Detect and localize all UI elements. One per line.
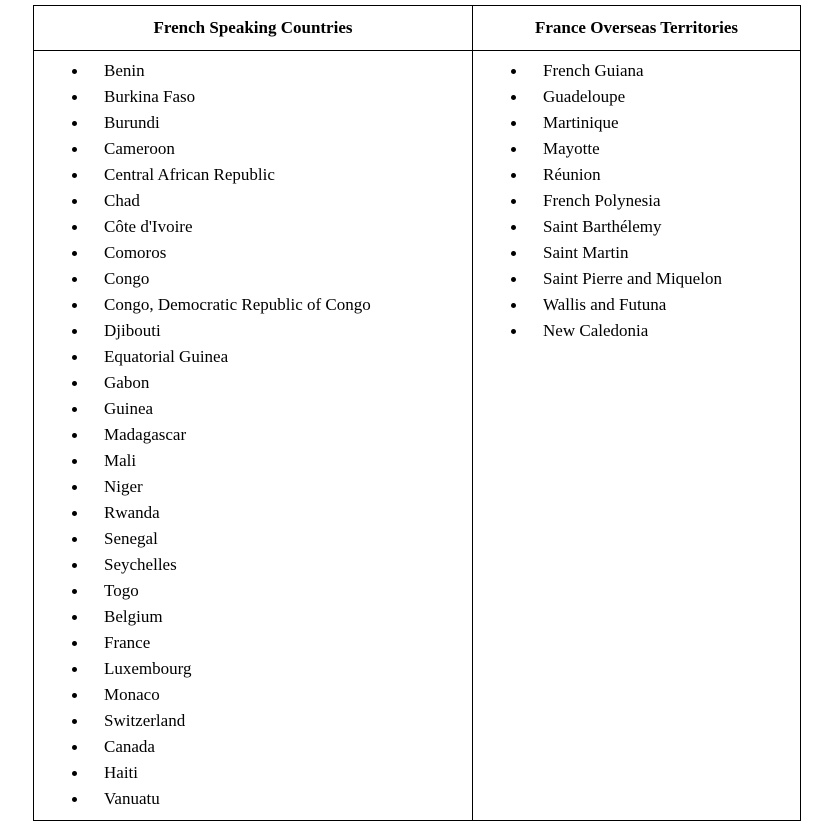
list-item-label: Congo, Democratic Republic of Congo — [104, 295, 371, 314]
header-france-overseas-territories: France Overseas Territories — [535, 18, 738, 37]
list-item-label: Belgium — [104, 607, 163, 626]
list-item — [72, 110, 462, 136]
bullet-icon — [72, 589, 77, 594]
list-item-label: Switzerland — [104, 711, 186, 730]
list-item — [72, 448, 462, 474]
list-item — [511, 188, 791, 214]
list-item-label: Seychelles — [104, 555, 177, 574]
list-item-label: Congo — [104, 269, 150, 288]
bullet-icon — [72, 771, 77, 776]
list-item — [72, 136, 462, 162]
list-item — [72, 162, 462, 188]
list-item — [511, 266, 791, 292]
list-item — [72, 708, 462, 734]
list-item — [72, 630, 462, 656]
list-item-label: Togo — [104, 581, 139, 600]
list-item-label: Canada — [104, 737, 155, 756]
list-item-label: Wallis and Futuna — [543, 295, 667, 314]
bullet-icon — [511, 251, 516, 256]
list-item-label: Saint Barthélemy — [543, 217, 662, 236]
list-item — [72, 474, 462, 500]
list-item — [72, 292, 462, 318]
list-item — [72, 578, 462, 604]
countries-table — [33, 5, 801, 821]
bullet-icon — [72, 537, 77, 542]
list-item — [511, 136, 791, 162]
list-item-label: Equatorial Guinea — [104, 347, 229, 366]
list-item-label: French Polynesia — [543, 191, 661, 210]
list-item-label: Chad — [104, 191, 140, 210]
list-item — [72, 786, 462, 812]
list-item — [72, 344, 462, 370]
list-item-label: Martinique — [543, 113, 619, 132]
bullet-icon — [72, 69, 77, 74]
france-overseas-territories-list — [511, 58, 791, 344]
list-item-label: French Guiana — [543, 61, 644, 80]
list-item — [72, 370, 462, 396]
list-item — [511, 292, 791, 318]
bullet-icon — [72, 615, 77, 620]
list-item-label: Madagascar — [104, 425, 187, 444]
list-item — [72, 84, 462, 110]
list-item — [511, 214, 791, 240]
bullet-icon — [72, 199, 77, 204]
list-item — [72, 214, 462, 240]
list-item-label: Réunion — [543, 165, 601, 184]
bullet-icon — [511, 69, 516, 74]
list-item-label: Benin — [104, 61, 145, 80]
list-item-label: Côte d'Ivoire — [104, 217, 193, 236]
bullet-icon — [511, 147, 516, 152]
list-item-label: Guadeloupe — [543, 87, 626, 106]
bullet-icon — [72, 381, 77, 386]
bullet-icon — [72, 641, 77, 646]
list-item-label: Mali — [104, 451, 137, 470]
list-item-label: Rwanda — [104, 503, 160, 522]
bullet-icon — [511, 199, 516, 204]
bullet-icon — [72, 459, 77, 464]
list-item-label: Burundi — [104, 113, 160, 132]
bullet-icon — [72, 719, 77, 724]
list-item-label: Luxembourg — [104, 659, 192, 678]
list-item — [72, 604, 462, 630]
list-item-label: Guinea — [104, 399, 154, 418]
bullet-icon — [511, 121, 516, 126]
list-item-label: Haiti — [104, 763, 138, 782]
list-item-label: Vanuatu — [104, 789, 160, 808]
bullet-icon — [72, 303, 77, 308]
list-item — [72, 526, 462, 552]
list-item-label: Saint Martin — [543, 243, 629, 262]
french-speaking-countries-list — [72, 58, 462, 812]
bullet-icon — [72, 407, 77, 412]
list-item — [72, 500, 462, 526]
bullet-icon — [72, 745, 77, 750]
bullet-icon — [72, 277, 77, 282]
bullet-icon — [72, 485, 77, 490]
bullet-icon — [72, 95, 77, 100]
list-item — [72, 552, 462, 578]
table-header-row — [34, 6, 800, 51]
bullet-icon — [72, 511, 77, 516]
list-item-label: Djibouti — [104, 321, 161, 340]
list-item-label: Gabon — [104, 373, 150, 392]
list-item — [72, 266, 462, 292]
bullet-icon — [72, 225, 77, 230]
bullet-icon — [72, 121, 77, 126]
bullet-icon — [72, 251, 77, 256]
bullet-icon — [72, 329, 77, 334]
list-item — [511, 240, 791, 266]
bullet-icon — [72, 355, 77, 360]
list-item — [511, 58, 791, 84]
bullet-icon — [511, 225, 516, 230]
list-item — [72, 656, 462, 682]
bullet-icon — [72, 173, 77, 178]
list-item — [511, 84, 791, 110]
list-item — [72, 422, 462, 448]
list-item — [72, 188, 462, 214]
bullet-icon — [72, 667, 77, 672]
list-item — [511, 110, 791, 136]
list-item-label: France — [104, 633, 151, 652]
bullet-icon — [72, 147, 77, 152]
list-item — [72, 58, 462, 84]
list-item — [72, 318, 462, 344]
list-item-label: Monaco — [104, 685, 160, 704]
list-item-label: Cameroon — [104, 139, 175, 158]
bullet-icon — [511, 277, 516, 282]
list-item — [72, 396, 462, 422]
list-item-label: Central African Republic — [104, 165, 275, 184]
list-item — [72, 682, 462, 708]
list-item-label: Burkina Faso — [104, 87, 196, 106]
bullet-icon — [511, 173, 516, 178]
list-item — [72, 734, 462, 760]
header-french-speaking-countries: French Speaking Countries — [153, 18, 353, 37]
column-divider — [472, 6, 473, 820]
bullet-icon — [72, 563, 77, 568]
bullet-icon — [511, 95, 516, 100]
list-item — [72, 760, 462, 786]
list-item — [511, 162, 791, 188]
list-item-label: Niger — [104, 477, 143, 496]
bullet-icon — [511, 329, 516, 334]
list-item-label: New Caledonia — [543, 321, 649, 340]
bullet-icon — [511, 303, 516, 308]
list-item — [72, 240, 462, 266]
bullet-icon — [72, 433, 77, 438]
list-item — [511, 318, 791, 344]
list-item-label: Senegal — [104, 529, 158, 548]
list-item-label: Comoros — [104, 243, 167, 262]
list-item-label: Mayotte — [543, 139, 600, 158]
bullet-icon — [72, 693, 77, 698]
bullet-icon — [72, 797, 77, 802]
list-item-label: Saint Pierre and Miquelon — [543, 269, 722, 288]
